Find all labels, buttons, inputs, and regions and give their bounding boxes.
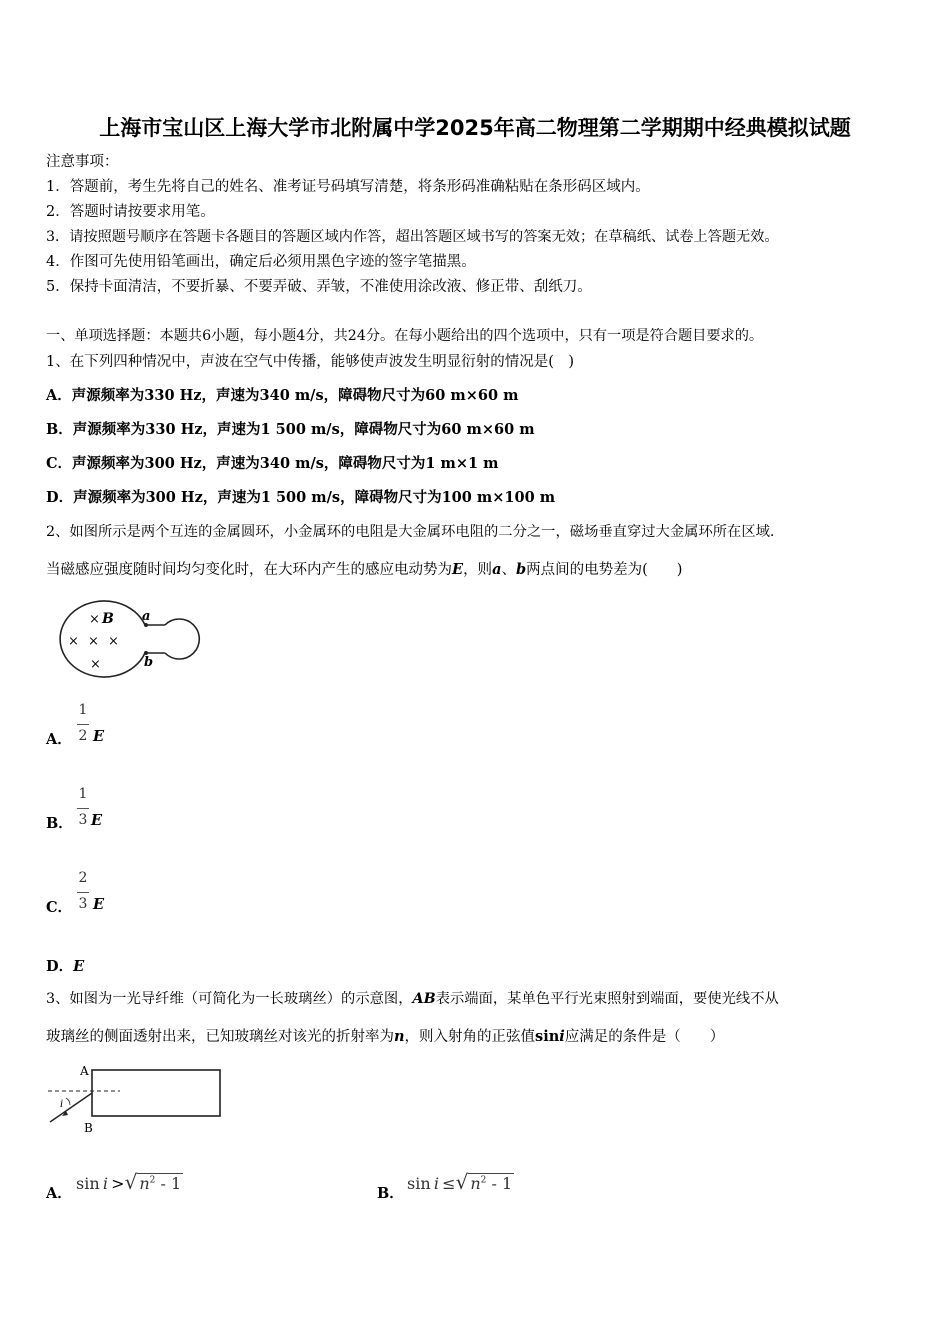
fraction-bar — [77, 724, 89, 725]
field-cross: × — [88, 634, 99, 649]
fraction-denominator: 3 — [78, 812, 88, 828]
q1-option-d — [46, 488, 555, 508]
q1-stem: 1、在下列四种情况中，声波在空气中传播，能够使声波发生明显衍射的情况是( ) — [46, 354, 575, 370]
option-text: 声源频率为300 Hz，声速为1 500 m/s，障碍物尺寸为100 m×100 m — [73, 489, 556, 506]
notice-item: 5．保持卡面清洁，不要折暴、不要弄破、弄皱，不准使用涂改液、修正带、刮纸刀。 — [46, 279, 592, 295]
option-text: 声源频率为330 Hz，声速为340 m/s，障碍物尺寸为60 m×60 m — [71, 387, 519, 404]
q2-option-b-fraction — [76, 786, 90, 830]
point-a-label: a — [142, 609, 151, 624]
q2-option-b-label: B． — [46, 815, 73, 832]
q3-stem-line1: 3、如图为一光导纤维（可简化为一长玻璃丝）的示意图，AB表示端面，某单色平行光束照射到端面，要使光线不从 — [46, 991, 779, 1007]
fraction-numerator: 1 — [78, 702, 88, 718]
q3-stem-line2: 玻璃丝的侧面透射出来，已知玻璃丝对该光的折射率为n，则入射角的正弦值sini应满足的条件是（ ） — [46, 1028, 725, 1045]
option-text: 声源频率为330 Hz，声速为1 500 m/s，障碍物尺寸为60 m×60 m — [72, 421, 535, 438]
field-cross: × — [89, 612, 100, 627]
q1-option-b — [46, 420, 535, 440]
option-var: E — [73, 958, 85, 975]
fraction-numerator: 2 — [78, 870, 88, 886]
incident-ray — [50, 1093, 92, 1122]
q3-option-b-formula: sin i ≤√ $n^2 - 1$ — [407, 1170, 513, 1194]
q1-option-c — [46, 454, 499, 474]
fraction-bar — [77, 892, 89, 893]
point-b-label: b — [144, 655, 154, 670]
end-label-a: A — [80, 1064, 89, 1078]
fraction-numerator: 1 — [78, 786, 88, 802]
option-label: D． — [46, 958, 74, 975]
fraction-denominator: 2 — [78, 728, 88, 744]
q2-option-b-var: E — [91, 812, 103, 829]
q2-option-a-label: A． — [46, 731, 72, 748]
q3-option-a-label: A． — [46, 1185, 72, 1202]
q2-option-a-fraction — [76, 702, 90, 746]
option-label: B． — [46, 421, 73, 438]
q3-option-b-label: B． — [377, 1185, 404, 1202]
q2-option-d — [46, 955, 84, 976]
angle-label-i: i — [60, 1099, 64, 1110]
q2-option-a-var: E — [93, 728, 105, 745]
field-cross: × — [108, 634, 119, 649]
glass-fiber — [92, 1070, 220, 1116]
notice-item: 2．答题时请按要求用笔。 — [46, 204, 215, 220]
field-label-b: B — [102, 611, 114, 627]
option-label: C． — [46, 455, 73, 472]
q3-fiber-figure — [44, 1060, 226, 1136]
page-title: 上海市宝山区上海大学市北附属中学2025年高二物理第二学期期中经典模拟试题 — [99, 116, 851, 140]
notice-item: 1．答题前，考生先将自己的姓名、准考证号码填写清楚，将条形码准确粘贴在条形码区域内。 — [46, 179, 650, 195]
fraction-denominator: 3 — [78, 896, 88, 912]
q2-stem-line2: 当磁感应强度随时间均匀变化时，在大环内产生的感应电动势为E，则a、b两点间的电势差为( ) — [46, 561, 683, 578]
end-label-b: B — [84, 1121, 93, 1135]
q1-option-a — [46, 386, 518, 406]
notice-heading: 注意事项： — [46, 154, 119, 170]
section-heading: 一、单项选择题：本题共6小题，每小题4分，共24分。在每小题给出的四个选项中，只有一项是符合题目要求的。 — [46, 328, 764, 344]
field-cross: × — [68, 634, 79, 649]
q2-ring-figure — [50, 596, 210, 682]
notice-item: 4．作图可先使用铅笔画出，确定后必须用黑色字迹的签字笔描黑。 — [46, 254, 476, 270]
notice-item: 3．请按照题号顺序在答题卡各题目的答题区域内作答，超出答题区域书写的答案无效；在草稿纸、试卷上答题无效。 — [46, 229, 779, 245]
option-text: 声源频率为300 Hz，声速为340 m/s，障碍物尺寸为1 m×1 m — [72, 455, 499, 472]
q2-stem-line1: 2、如图所示是两个互连的金属圆环，小金属环的电阻是大金属环电阻的二分之一，磁场垂直穿过大金属环所在区域. — [46, 524, 775, 540]
fraction-bar — [77, 808, 89, 809]
q2-option-c-var: E — [93, 896, 105, 913]
q2-option-c-label: C． — [46, 899, 73, 916]
option-label: D． — [46, 489, 74, 506]
q2-option-c-fraction — [76, 870, 90, 914]
q3-option-a-formula: sin i >√ $n^2 - 1$ — [76, 1170, 182, 1194]
option-label: A． — [46, 387, 72, 404]
field-cross: × — [90, 657, 101, 672]
